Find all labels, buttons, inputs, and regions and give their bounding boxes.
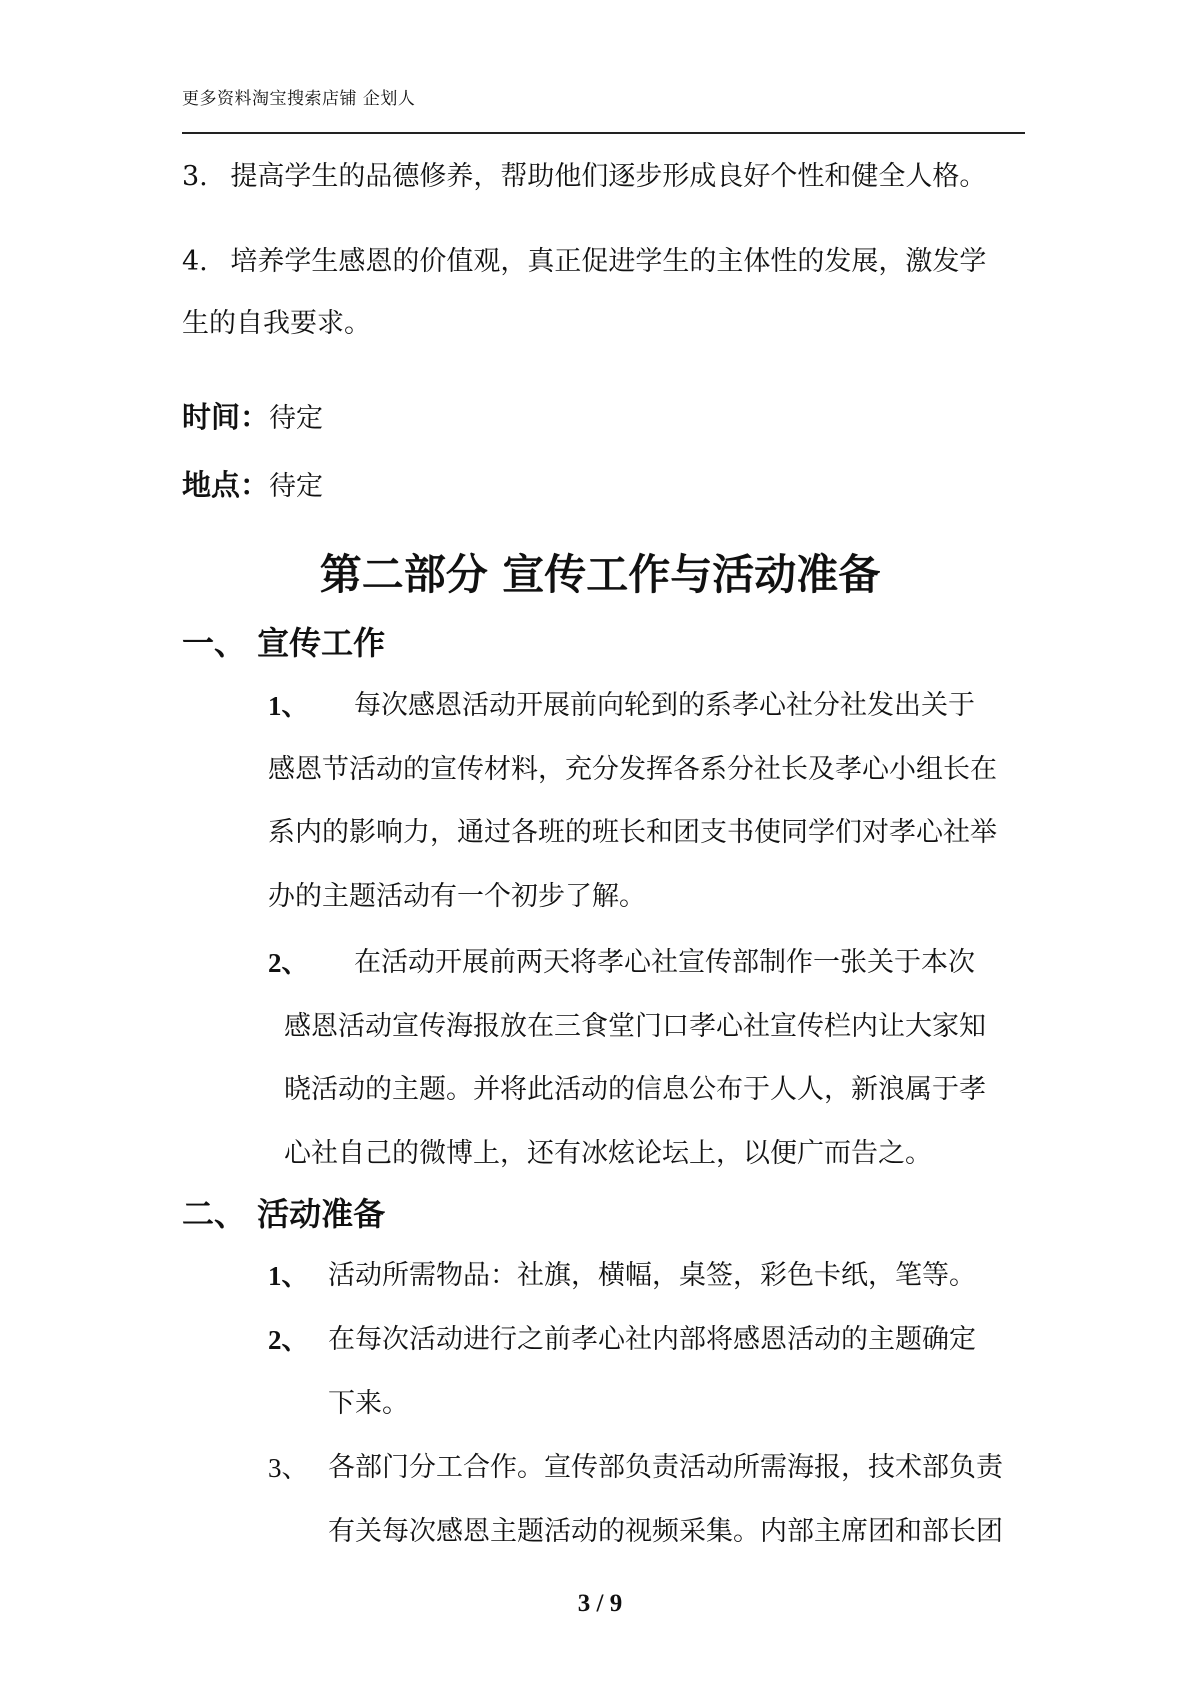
time-value: 待定: [269, 403, 324, 434]
objective-item-4-line-2: 生的自我要求。: [182, 308, 371, 339]
item-number: 2、: [268, 948, 309, 978]
item-line: 晓活动的主题。并将此活动的信息公布于人人，新浪属于孝: [284, 1074, 986, 1105]
place-label: 地点：: [182, 468, 270, 502]
place-value: 待定: [269, 471, 324, 502]
item-line: 活动所需物品：社旗，横幅，桌签，彩色卡纸，笔等。: [328, 1260, 976, 1291]
place-row: [182, 468, 323, 504]
page-header-text: 更多资料淘宝搜索店铺 企划人: [182, 89, 416, 109]
item-line: 心社自己的微博上，还有冰炫论坛上，以便广而告之。: [284, 1138, 932, 1169]
time-label: 时间：: [182, 400, 270, 434]
section-heading-preparation: 二、 活动准备: [182, 1195, 386, 1233]
item-line: 感恩节活动的宣传材料，充分发挥各系分社长及孝心小组长在: [268, 754, 997, 785]
page-number: 3 / 9: [577, 1590, 623, 1617]
objective-text: 提高学生的品德修养，帮助他们逐步形成良好个性和健全人格。: [230, 161, 987, 192]
item-line: 各部门分工合作。宣传部负责活动所需海报，技术部负责: [328, 1452, 1003, 1483]
item-line: 办的主题活动有一个初步了解。: [268, 881, 646, 912]
objective-number: 4.: [182, 246, 208, 277]
objective-item-4-line-1: [182, 245, 986, 279]
objective-item-3: [182, 160, 986, 194]
objective-text: 培养学生感恩的价值观，真正促进学生的主体性的发展，激发学: [230, 246, 987, 277]
item-line: 在活动开展前两天将孝心社宣传部制作一张关于本次: [354, 947, 975, 978]
item-line: 有关每次感恩主题活动的视频采集。内部主席团和部长团: [328, 1516, 1003, 1547]
time-row: [182, 400, 323, 436]
item-number: 2、: [268, 1325, 309, 1355]
header-divider: [182, 132, 1025, 134]
item-number: 3、: [268, 1453, 309, 1483]
item-number: 1、: [268, 691, 309, 721]
item-line: 在每次活动进行之前孝心社内部将感恩活动的主题确定: [328, 1324, 976, 1355]
item-line: 每次感恩活动开展前向轮到的系孝心社分社发出关于: [354, 690, 975, 721]
item-line: 下来。: [328, 1388, 409, 1419]
objective-number: 3.: [182, 161, 208, 192]
item-number: 1、: [268, 1261, 309, 1291]
part-title: 第二部分 宣传工作与活动准备: [319, 550, 881, 599]
section-heading-publicity: 一、 宣传工作: [182, 624, 386, 662]
item-line: 感恩活动宣传海报放在三食堂门口孝心社宣传栏内让大家知: [284, 1011, 986, 1042]
item-line: 系内的影响力，通过各班的班长和团支书使同学们对孝心社举: [268, 817, 997, 848]
